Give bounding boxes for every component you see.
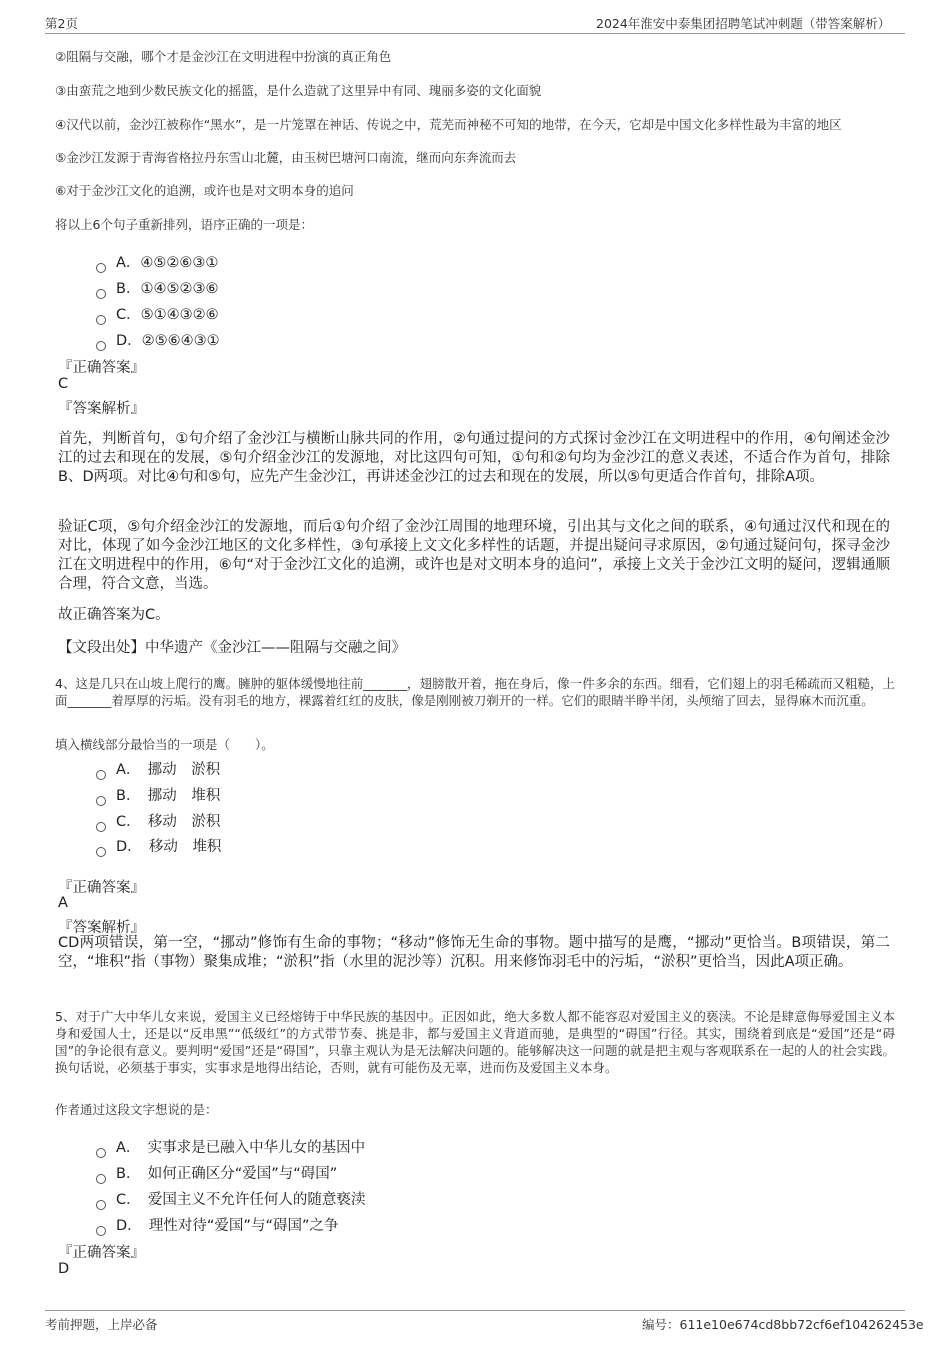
radio-icon[interactable] xyxy=(96,263,106,273)
option-c[interactable]: C． 爱国主义不允许任何人的随意亵渎 xyxy=(96,1188,365,1210)
sentence-3: ③由蛮荒之地到少数民族文化的摇篮，是什么造就了这里异中有同、瑰丽多姿的文化面貌 xyxy=(55,83,542,98)
answer-label: 『正确答案』 xyxy=(58,360,145,376)
question-stem: 4、这是几只在山坡上爬行的鹰。臃肿的躯体缓慢地往前_______，翅膀散开着，拖在身后，像一件多余的东西。细看，它们翅上的羽毛稀疏而又粗糙，上面_______着厚厚的污垢。没有羽毛的地方，裸露着红红的皮肤，像是刚刚被刀剃开的一样。它们的眼睛半睁半闭，头颅缩了回去，显得麻木而沉重。 xyxy=(55,676,895,708)
analysis-paragraph: 首先，判断首句，①句介绍了金沙江与横断山脉共同的作用，②句通过提问的方式探讨金沙江在文明进程中的作用，④句阐述金沙江的过去和现在的发展，⑤句介绍金沙江的发源地，对比这四句可知，①句和②句均为金沙江的意义表述，不适合作为首句，排除B、D两项。对比④句和⑤句，应先产生金沙江，再讲述金沙江的过去和现在的发展，所以⑤句更适合作首句，排除A项。 xyxy=(58,431,890,485)
sentence-4: ④汉代以前，金沙江被称作“黑水”，是一片笼罩在神话、传说之中，荒芜而神秘不可知的地带，在今天，它却是中国文化多样性最为丰富的地区 xyxy=(55,117,842,132)
analysis-label: 『答案解析』 xyxy=(58,920,145,936)
page-number: 第2页 xyxy=(45,16,78,31)
sentence-2: ②阻隔与交融，哪个才是金沙江在文明进程中扮演的真正角色 xyxy=(55,49,392,64)
option-a[interactable]: A．④⑤②⑥③① xyxy=(96,251,218,273)
option-c[interactable]: C．⑤①④③②⑥ xyxy=(96,303,219,325)
question-stem: 5、对于广大中华儿女来说，爱国主义已经熔铸于中华民族的基因中。正因如此，绝大多数人都不能容忍对爱国主义的亵渎。不论是肆意侮辱爱国主义本身和爱国人士，还是以“反串黑”“低级红”的方式带节奏、挑是非，都与爱国主义背道而驰，是典型的“碍国”行径。其实，围绕着到底是“爱国”还是“碍国”的争论很有意义。要判明“爱国”还是“碍国”，只靠主观认为是无法解决问题的。能够解决这一问题的就是把主观与客观联系在一起的人的社会实践。换句话说，必须基于事实，实事求是地得出结论，否则，就有可能伤及无辜，进而伤及爱国主义本身。 xyxy=(55,1009,895,1075)
analysis-paragraph: CD两项错误，第一空，“挪动”修饰有生命的事物；“移动”修饰无生命的事物。题中描写的是鹰，“挪动”更恰当。B项错误，第二空，“堆积”指（事物）聚集成堆；“淤积”指（水里的泥沙等）沉积。用来修饰羽毛中的污垢，“淤积”更恰当，因此A项正确。 xyxy=(58,935,890,970)
radio-icon[interactable] xyxy=(96,1148,106,1158)
footer-divider xyxy=(45,1310,905,1311)
option-c[interactable]: C． 移动 淤积 xyxy=(96,810,220,832)
radio-icon[interactable] xyxy=(96,1226,106,1236)
sentence-5: ⑤金沙江发源于青海省格拉丹东雪山北麓，由玉树巴塘河口南流，继而向东奔流而去 xyxy=(55,150,517,165)
question-prompt: 填入横线部分最恰当的一项是（ ）。 xyxy=(55,737,274,752)
option-d[interactable]: D． 移动 堆积 xyxy=(96,835,221,857)
analysis-conclusion: 故正确答案为C。 xyxy=(58,607,170,623)
option-d[interactable]: D． 理性对待“爱国”与“碍国”之争 xyxy=(96,1214,338,1236)
answer-label: 『正确答案』 xyxy=(58,880,145,896)
header-divider xyxy=(45,33,905,34)
answer-value: C xyxy=(58,376,69,392)
question-prompt: 将以上6个句子重新排列，语序正确的一项是： xyxy=(55,217,313,232)
question-prompt: 作者通过这段文字想说的是： xyxy=(55,1102,218,1117)
option-d[interactable]: D．②⑤⑥④③① xyxy=(96,329,220,351)
document-id: 编号：611e10e674cd8bb72cf6ef104262453e xyxy=(642,1317,924,1332)
option-a[interactable]: A． 实事求是已融入中华儿女的基因中 xyxy=(96,1136,365,1158)
option-b[interactable]: B．①④⑤②③⑥ xyxy=(96,277,218,299)
sentence-6: ⑥对于金沙江文化的追溯，或许也是对文明本身的追问 xyxy=(55,183,354,198)
footer-slogan: 考前押题，上岸必备 xyxy=(45,1317,158,1332)
option-b[interactable]: B． 挪动 堆积 xyxy=(96,784,220,806)
option-a[interactable]: A． 挪动 淤积 xyxy=(96,758,220,780)
radio-icon[interactable] xyxy=(96,796,106,806)
analysis-label: 『答案解析』 xyxy=(58,401,145,417)
option-b[interactable]: B． 如何正确区分“爱国”与“碍国” xyxy=(96,1162,337,1184)
radio-icon[interactable] xyxy=(96,1174,106,1184)
radio-icon[interactable] xyxy=(96,770,106,780)
answer-label: 『正确答案』 xyxy=(58,1245,145,1261)
radio-icon[interactable] xyxy=(96,341,106,351)
answer-value: A xyxy=(58,895,68,911)
document-title: 2024年淮安中泰集团招聘笔试冲刺题（带答案解析） xyxy=(596,16,891,31)
radio-icon[interactable] xyxy=(96,822,106,832)
radio-icon[interactable] xyxy=(96,289,106,299)
radio-icon[interactable] xyxy=(96,1200,106,1210)
answer-value: D xyxy=(58,1261,70,1277)
radio-icon[interactable] xyxy=(96,315,106,325)
source-citation: 【文段出处】中华遗产《金沙江——阻隔与交融之间》 xyxy=(58,640,406,656)
analysis-paragraph: 验证C项，⑤句介绍金沙江的发源地，而后①句介绍了金沙江周围的地理环境，引出其与文化之间的联系，④句通过汉代和现在的对比，体现了如今金沙江地区的文化多样性，③句承接上文文化多样性的话题，并提出疑问寻求原因，②句通过疑问句，探寻金沙江在文明进程中的作用，⑥句“对于金沙江文化的追溯，或许也是对文明本身的追问”，承接上文关于金沙江文明的疑问，逻辑通顺合理，符合文意，当选。 xyxy=(58,519,890,592)
radio-icon[interactable] xyxy=(96,847,106,857)
